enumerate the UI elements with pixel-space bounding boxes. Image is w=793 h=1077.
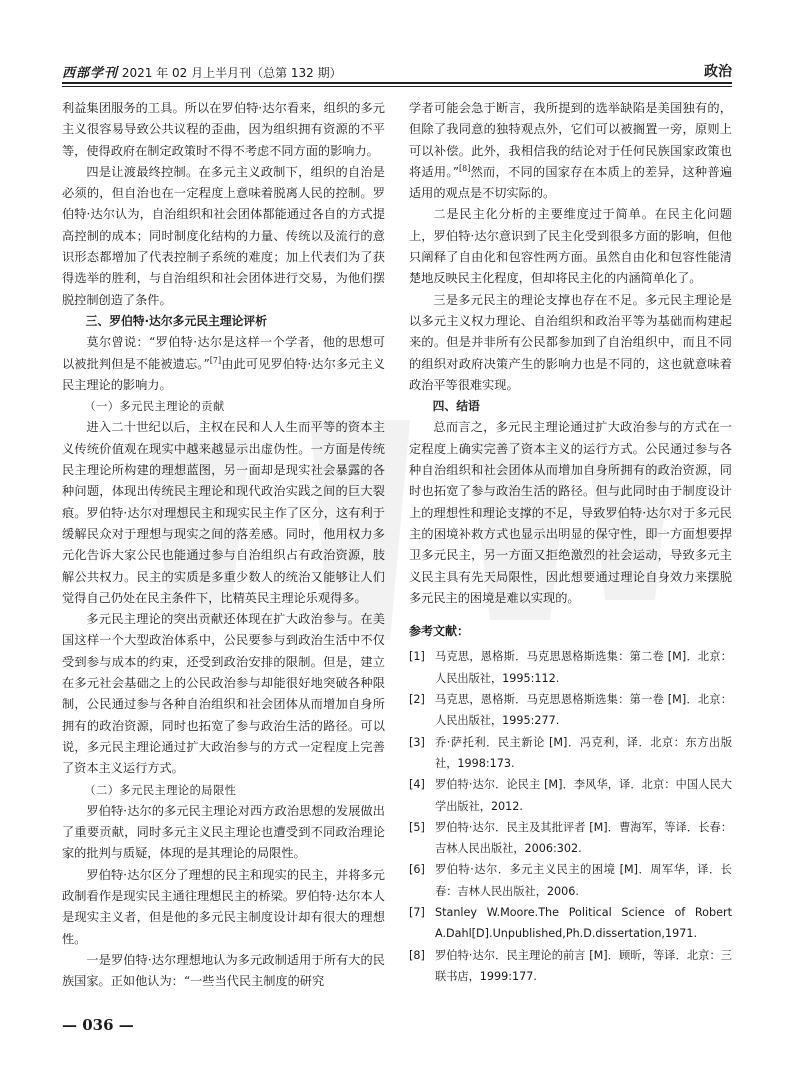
references-title: 参考文献：	[409, 624, 470, 639]
journal-logo: 西部学刊	[62, 66, 119, 81]
reference-text: 罗伯特·达尔．论民主 [M]．李风华，译．北京：中国人民大学出版社，2012.	[435, 778, 732, 813]
paragraph: 一是罗伯特·达尔理想地认为多元政制适用于所有大的民族国家。正如他认为：“一些当代民主制度的研究	[62, 952, 385, 989]
reference-number: [4]	[409, 778, 425, 792]
section-label: 政治	[704, 64, 732, 80]
reference-item	[409, 646, 732, 689]
reference-item	[409, 945, 732, 988]
reference-number: [3]	[409, 735, 425, 749]
citation-marker: [7]	[209, 355, 222, 365]
reference-item	[409, 732, 732, 775]
page-header	[62, 58, 732, 86]
subsection-heading: （二）多元民主理论的局限性	[84, 783, 237, 797]
reference-text: 马克思，恩格斯．马克思恩格斯选集：第一卷 [M]．北京：人民出版社，1995:277.	[435, 693, 732, 728]
paragraph: 四是让渡最终控制。在多元主义政制下，组织的自治是必须的，但自治也在一定程度上意味着脱离人民的控制。罗伯特·达尔认为，自治组织和社会团体都能通过各自的方式提高控制的成本；同时制度化结构的力量、传统以及流行的意识形态都增加了代表控制子系统的难度；加上代表们为了获得选举的胜利，与自治组织和社会团体进行交易，为他们摆脱控制创造了条件。	[62, 164, 385, 307]
page-number: — 036 —	[62, 1016, 134, 1034]
subsection-heading: （一）多元民主理论的贡献	[84, 400, 225, 414]
paragraph: 多元民主理论的突出贡献还体现在扩大政治参与。在美国这样一个大型政治体系中，公民要参与到政治生活中不仅受到参与成本的约束，还受到政治安排的限制。但是，建立在多元社会基础之上的公民政治参与却能很好地突破各种限制，公民通过参与各种自治组织和社会团体从而增加自身所拥有的政治资源，同时也拓宽了参与政治生活的路径。可以说，多元民主理论通过扩大政治参与的方式一定程度上完善了资本主义运行方式。	[62, 612, 385, 776]
reference-text: 马克思，恩格斯．马克思恩格斯选集：第二卷 [M]．北京：人民出版社，1995:112.	[435, 650, 732, 685]
paragraph: 进入二十世纪以后，主权在民和人人生而平等的资本主义传统价值观在现实中越来越显示出虚伪性。一方面是传统民主理论所构建的理想蓝图，另一面却是现实社会暴露的各种问题，体现出传统民主理论和现代政治实践之间的巨大裂痕。罗伯特·达尔对理想民主和现实民主作了区分，这有利于缓解民众对于理想与现实之间的落差感。同时，他用权力多元化告诉大家公民也能通过参与自治组织占有政治资源，肢解公共权力。民主的实质是多重少数人的统治又能够让人们觉得自己仍处在民主条件下，比精英民主理论乐观得多。	[62, 420, 385, 605]
reference-text: 罗伯特·达尔．多元主义民主的困境 [M]．周军华，译．长春：吉林人民出版社，2006.	[435, 863, 732, 898]
journal-issue: 2021 年 02 月上半月刊（总第 132 期）	[121, 66, 342, 80]
reference-text: 乔·萨托利．民主新论 [M]．冯克利，译．北京：东方出版社，1998:173.	[435, 735, 732, 770]
paragraph: 三是多元民主的理论支撑也存在不足。多元民主理论是以多元主义权力理论、自治组织和政治平等为基础而构建起来的。但是并非所有公民都参加到了自治组织中，而且不同的组织对政府决策产生的影响力也是不同的，这也就意味着政治平等很难实现。	[409, 292, 732, 392]
reference-item	[409, 817, 732, 860]
reference-number: [7]	[409, 905, 425, 919]
header-rule-thin	[62, 86, 732, 87]
journal-info	[62, 62, 342, 81]
reference-number: [1]	[409, 650, 425, 664]
paragraph: 罗伯特·达尔的多元民主理论对西方政治思想的发展做出了重要贡献，同时多元主义民主理论也遭受到不同政治理论家的批判与质疑，体现的是其理论的局限性。	[62, 803, 385, 861]
paragraph: 总而言之，多元民主理论通过扩大政治参与的方式在一定程度上确实完善了资本主义的运行方式。公民通过参与各种自治组织和社会团体从而增加自身所拥有的政治资源，同时也拓宽了参与政治生活的路径。但与此同时由于制度设计上的理想性和理论支撑的不足，导致罗伯特·达尔对于多元民主的困境补救方式也显示出明显的保守性，即一方面想要捍卫多元民主，另一方面又拒绝激烈的社会运动，导致多元主义民主具有先天局限性，因此想要通过理论自身效力来摆脱多元民主的困境是难以实现的。	[409, 420, 732, 605]
reference-text: 罗伯特·达尔．民主理论的前言 [M]．顾昕，等译．北京：三联书店，1999:177.	[435, 948, 732, 983]
paragraph: 二是民主化分析的主要维度过于简单。在民主化问题上，罗伯特·达尔意识到了民主化受到很多方面的影响，但他只阐释了自由化和包容性两方面。虽然自由化和包容性能清楚地反映民主化程度，但却将民主化的内涵简单化了。	[409, 207, 732, 286]
right-column-body	[409, 98, 732, 609]
reference-text: 罗伯特·达尔．民主及其批评者 [M]．曹海军，等译．长春：吉林人民出版社，2006:302.	[435, 820, 732, 856]
paragraph: 莫尔曾说：“罗伯特·达尔是这样一个学者，他的思想可以被批判但是不能被遗忘。”[7]由此可见罗伯特·达尔多元主义民主理论的影响力。	[62, 335, 385, 392]
reference-item	[409, 689, 732, 732]
reference-number: [2]	[409, 693, 425, 707]
citation-marker: [8]	[458, 163, 471, 173]
paragraph: 罗伯特·达尔区分了理想的民主和现实的民主，并将多元政制看作是现实民主通往理想民主的桥梁。罗伯特·达尔本人是现实主义者，但是他的多元民主制度设计却有很大的理想性。	[62, 867, 385, 946]
paragraph: 利益集团服务的工具。所以在罗伯特·达尔看来，组织的多元主义很容易导致公共议程的歪曲，因为组织拥有资源的不平等，使得政府在制定政策时不得不考虑不同方面的影响力。	[62, 101, 385, 158]
right-column	[409, 98, 732, 987]
section-heading: 三、罗伯特·达尔多元民主理论评析	[85, 313, 268, 328]
left-column	[62, 98, 385, 992]
section-heading: 四、结语	[432, 399, 480, 414]
reference-number: [5]	[409, 820, 425, 834]
reference-item	[409, 902, 732, 945]
reference-text: Stanley W.Moore.The Political Science of Robert A.Dahl[D].Unpublished,Ph.D.dissertation,1971.	[435, 905, 732, 941]
paragraph: 学者可能会急于断言，我所提到的选举缺陷是美国独有的，但除了我同意的独特观点外，它们可以被搁置一旁，原则上可以补偿。此外，我相信我的结论对于任何民族国家政策也将适用。”[8]然而，不同的国家存在本质上的差异，这种普遍适用的观点是不切实际的。	[409, 101, 733, 201]
reference-item	[409, 774, 732, 817]
header-rule-thick	[62, 82, 732, 84]
references-list	[409, 646, 732, 987]
reference-item	[409, 859, 732, 902]
reference-number: [8]	[409, 948, 425, 962]
reference-number: [6]	[409, 863, 425, 877]
